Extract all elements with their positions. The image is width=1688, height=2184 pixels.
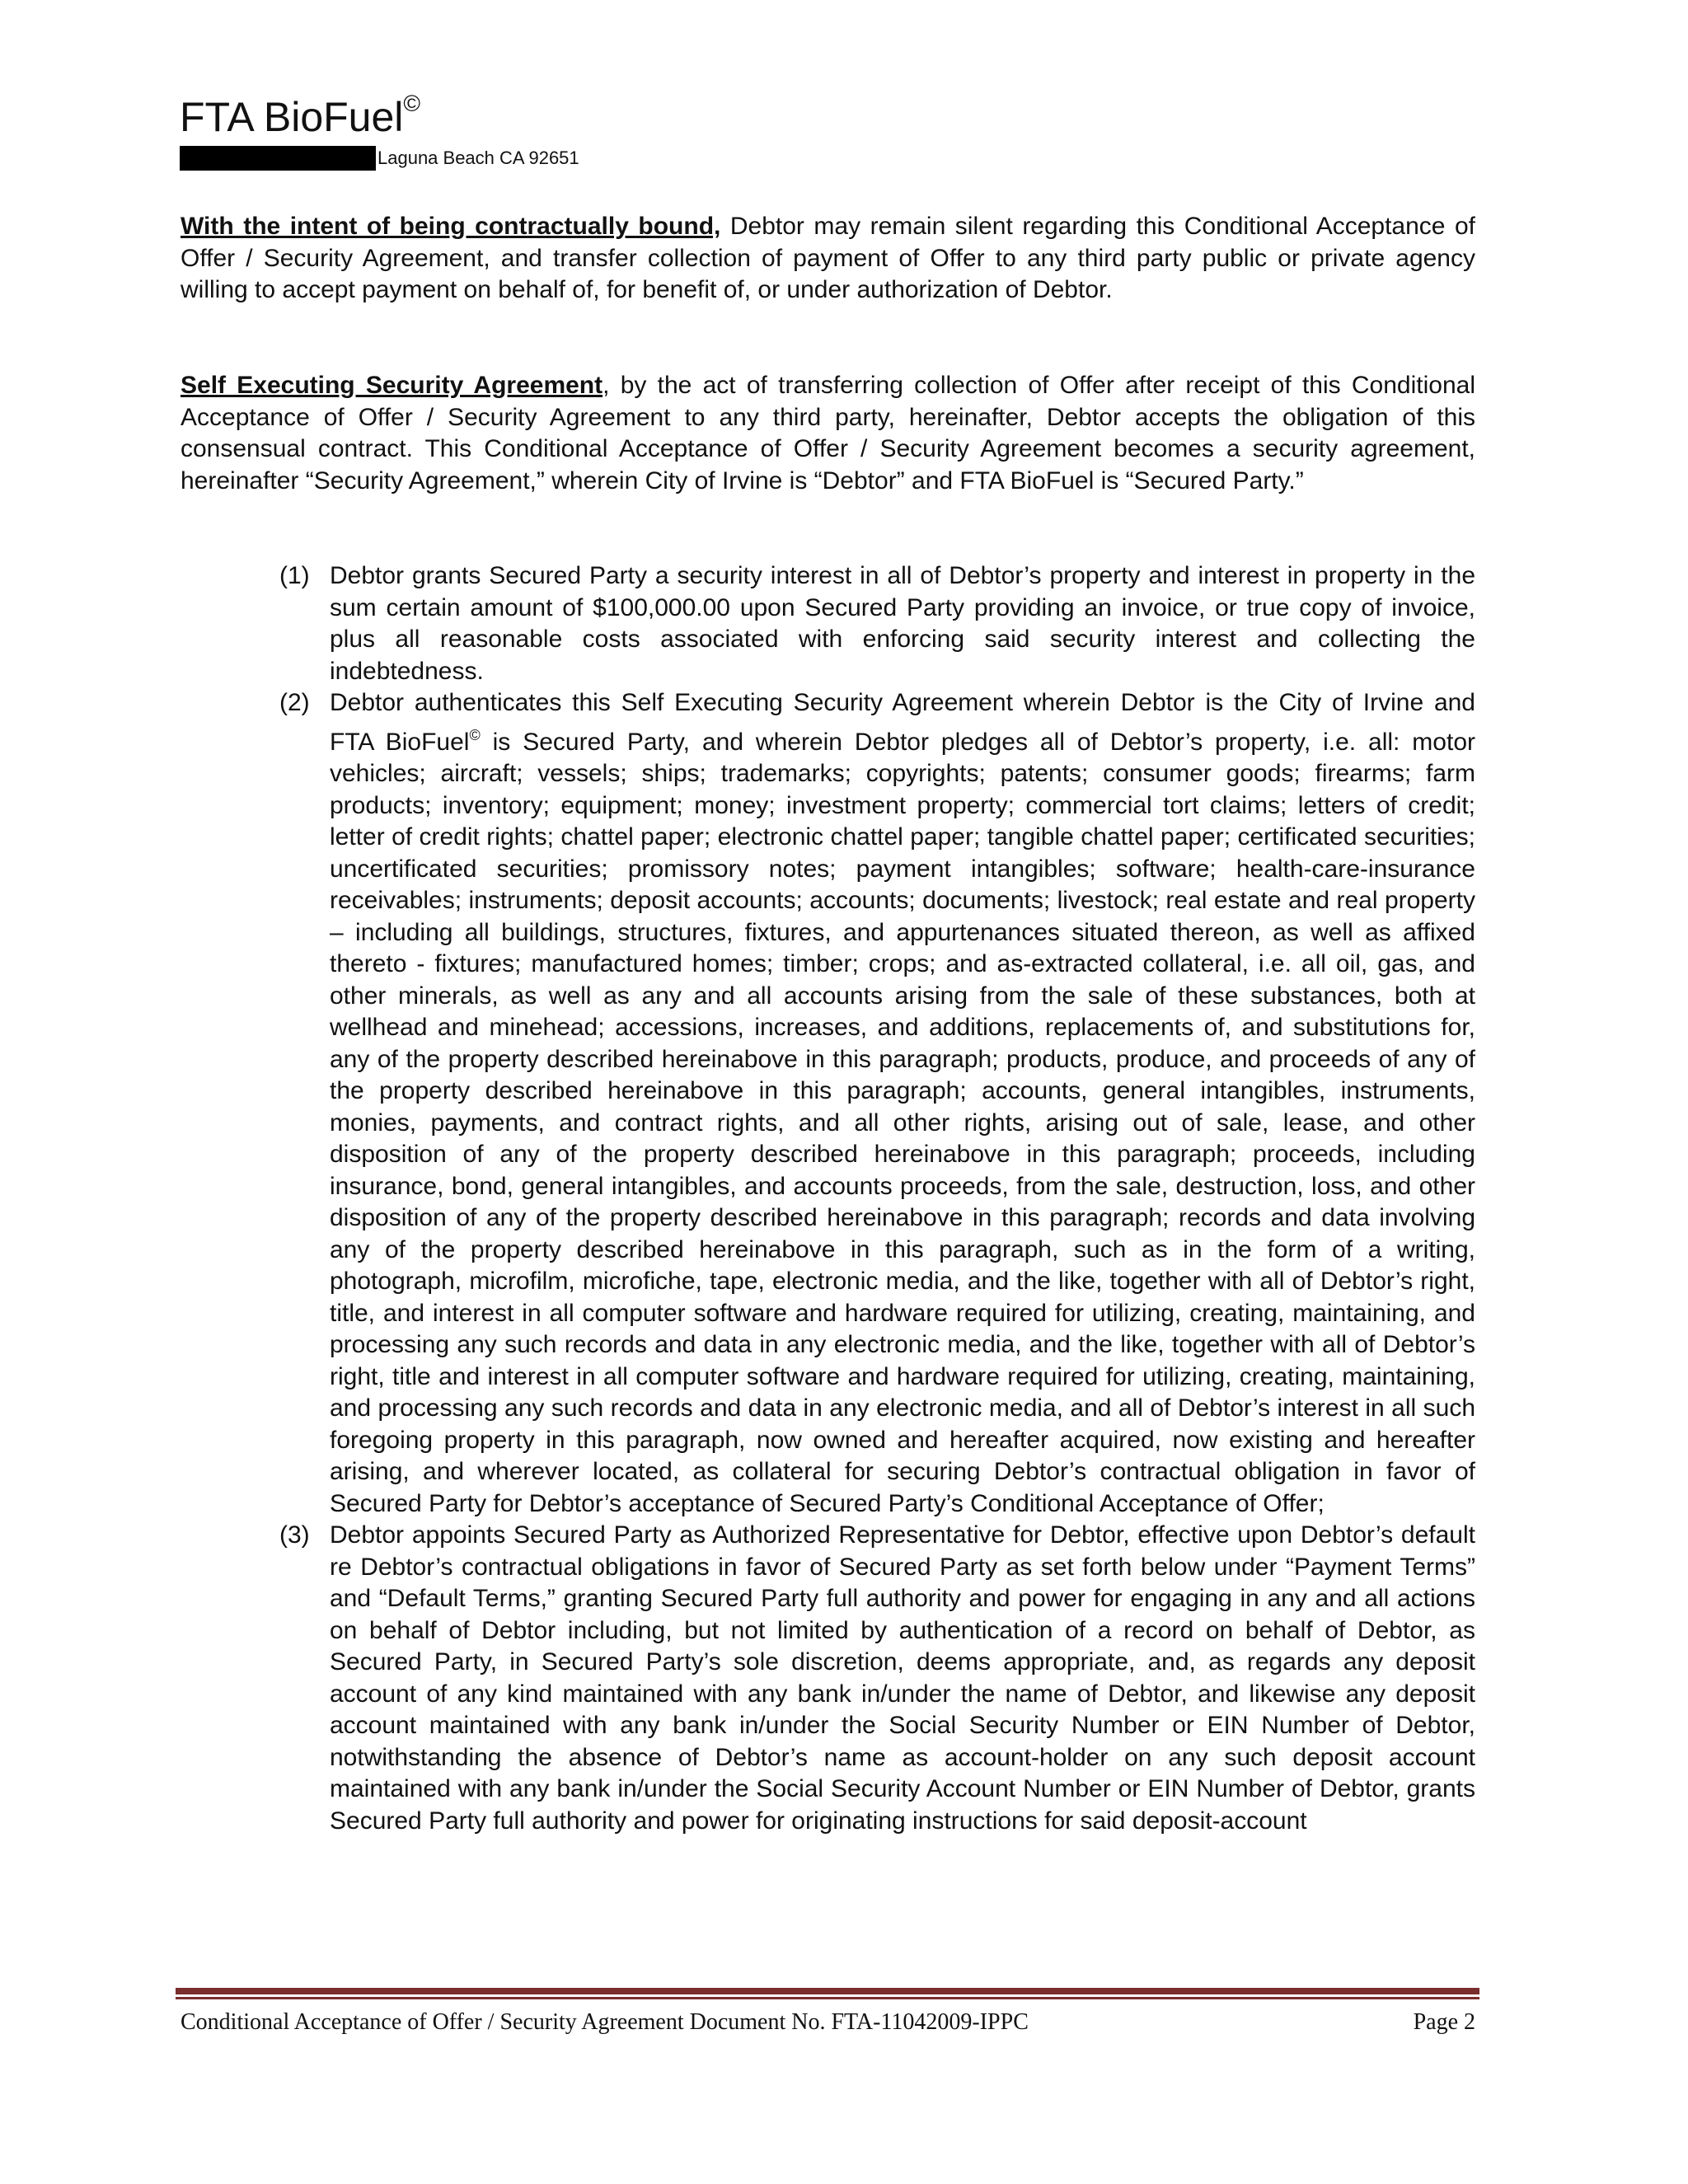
list-item: [181, 560, 1475, 687]
terms-list: [181, 560, 1475, 1837]
list-item-text: Debtor grants Secured Party a security interest in all of Debtor’s property and interest in property in the sum certain amount of $100,000.00 upon Secured Party providing an invoice, or true copy of invoice, plus all reasonable costs associated with enforcing said security interest and collecting the indebtedness.: [330, 562, 1475, 685]
company-name-text: FTA BioFuel: [180, 94, 404, 140]
paragraph-intent: [181, 211, 1475, 307]
list-item-text: Debtor appoints Secured Party as Authorized Representative for Debtor, effective upon Debtor’s default re Debtor’s contractual obligations in favor of Secured Party as set forth below under “Payment Terms” and “Default Terms,” granting Secured Party full authority and power for engaging in any and all actions on behalf of Debtor including, but not limited by authentication of a record on behalf of Debtor, as Secured Party, in Secured Party’s sole discretion, deems appropriate, and, as regards any deposit account of any kind maintained with any bank in/under the name of Debtor, and likewise any deposit account maintained with any bank in/under the Social Security Number or EIN Number of Debtor, notwithstanding the absence of Debtor’s name as account-holder on any such deposit account maintained with any bank in/under the Social Security Account Number or EIN Number of Debtor, grants Secured Party full authority and power for originating instructions for said deposit-account: [330, 1521, 1475, 1835]
address: Laguna Beach CA 92651: [377, 148, 579, 168]
list-item-number: (2): [279, 689, 310, 716]
list-item: [181, 687, 1475, 1520]
list-item: [181, 1520, 1475, 1837]
list-item-text-after: is Secured Party, and wherein Debtor pledges all of Debtor’s property, i.e. all: motor vehicles; aircraft; vessels; ships; trademarks; copyrights; patents; consumer goods; firearms; farm products; inventory; equipment; money; investment property; commercial tort claims; letters of credit; letter of credit rights; chattel paper; electronic chattel paper; tangible chattel paper; certificated securities; uncertificated securities; promissory notes; payment intangibles; software; health-care-insurance receivables; instruments; deposit accounts; accounts; documents; livestock; real estate and real property – including all buildings, structures, fixtures, and appurtenances situated thereon, as well as affixed thereto - fixtures; manufactured homes; timber; crops; and as-extracted collateral, i.e. all oil, gas, and other minerals, as well as any and all accounts arising from the sale of these substances, both at wellhead and minehead; accessions, increases, and additions, replacements of, and substitutions for, any of the property described hereinabove in this paragraph; products, produce, and proceeds of any of the property described hereinabove in this paragraph; accounts, general intangibles, instruments, monies, payments, and contract rights, and all other rights, arising out of sale, lease, and other disposition of any of the property described hereinabove in this paragraph; proceeds, including insurance, bond, general intangibles, and accounts proceeds, from the sale, destruction, loss, and other disposition of any of the property described hereinabove in this paragraph; records and data involving any of the property described hereinabove in this paragraph, such as in the form of a writing, photograph, microfilm, microfiche, tape, electronic media, and the like, together with all of Debtor’s right, title, and interest in all computer software and hardware required for utilizing, creating, maintaining, and processing any such records and data in any electronic media, and the like, together with all of Debtor’s right, title and interest in all computer software and hardware required for utilizing, creating, maintaining, and processing any such records and data in any electronic media, and all of Debtor’s interest in all such foregoing property in this paragraph, now owned and hereafter acquired, now existing and hereafter arising, and wherever located, as collateral for securing Debtor’s contractual obligation in favor of Secured Party for Debtor’s acceptance of Secured Party’s Conditional Acceptance of Offer;: [330, 728, 1475, 1517]
company-name: [180, 78, 420, 143]
list-item-number: (3): [279, 1521, 310, 1549]
address-line: [180, 146, 579, 171]
redaction-bar: [180, 146, 376, 171]
list-item-text-before: Debtor authenticates this Self Executing Security Agreement wherein Debtor is the City of Irvine and FTA BioFuel: [330, 689, 1475, 756]
letterhead: [180, 78, 579, 168]
list-item-number: (1): [279, 562, 310, 589]
footer-page-number: Page 2: [1413, 2009, 1475, 2035]
footer-divider: [176, 1988, 1479, 1994]
paragraph-security-agreement-lead: Self Executing Security Agreement: [181, 372, 603, 399]
copyright-mark: ©: [469, 726, 481, 743]
paragraph-intent-lead: With the intent of being contractually bound,: [181, 213, 721, 240]
paragraph-intent-text: Debtor may remain silent regarding this Conditional Acceptance of Offer / Security Agreement, and transfer collection of payment of Offer to any third party public or private agency willing to accept payment on behalf of, for benefit of, or under authorization of Debtor.: [181, 213, 1475, 303]
copyright-mark: ©: [403, 91, 421, 116]
paragraph-security-agreement: [181, 370, 1475, 497]
footer-document-number: Conditional Acceptance of Offer / Security Agreement Document No. FTA-11042009-IPPC: [181, 2009, 1029, 2035]
paragraph-security-agreement-text: , by the act of transferring collection of Offer after receipt of this Conditional Acceptance of Offer / Security Agreement to any third party, hereinafter, Debtor accepts the obligation of this consensual contract. This Conditional Acceptance of Offer / Security Agreement becomes a security agreement, hereinafter “Security Agreement,” wherein City of Irvine is “Debtor” and FTA BioFuel is “Secured Party.”: [181, 372, 1475, 494]
footer-divider-thin: [176, 1997, 1479, 1999]
